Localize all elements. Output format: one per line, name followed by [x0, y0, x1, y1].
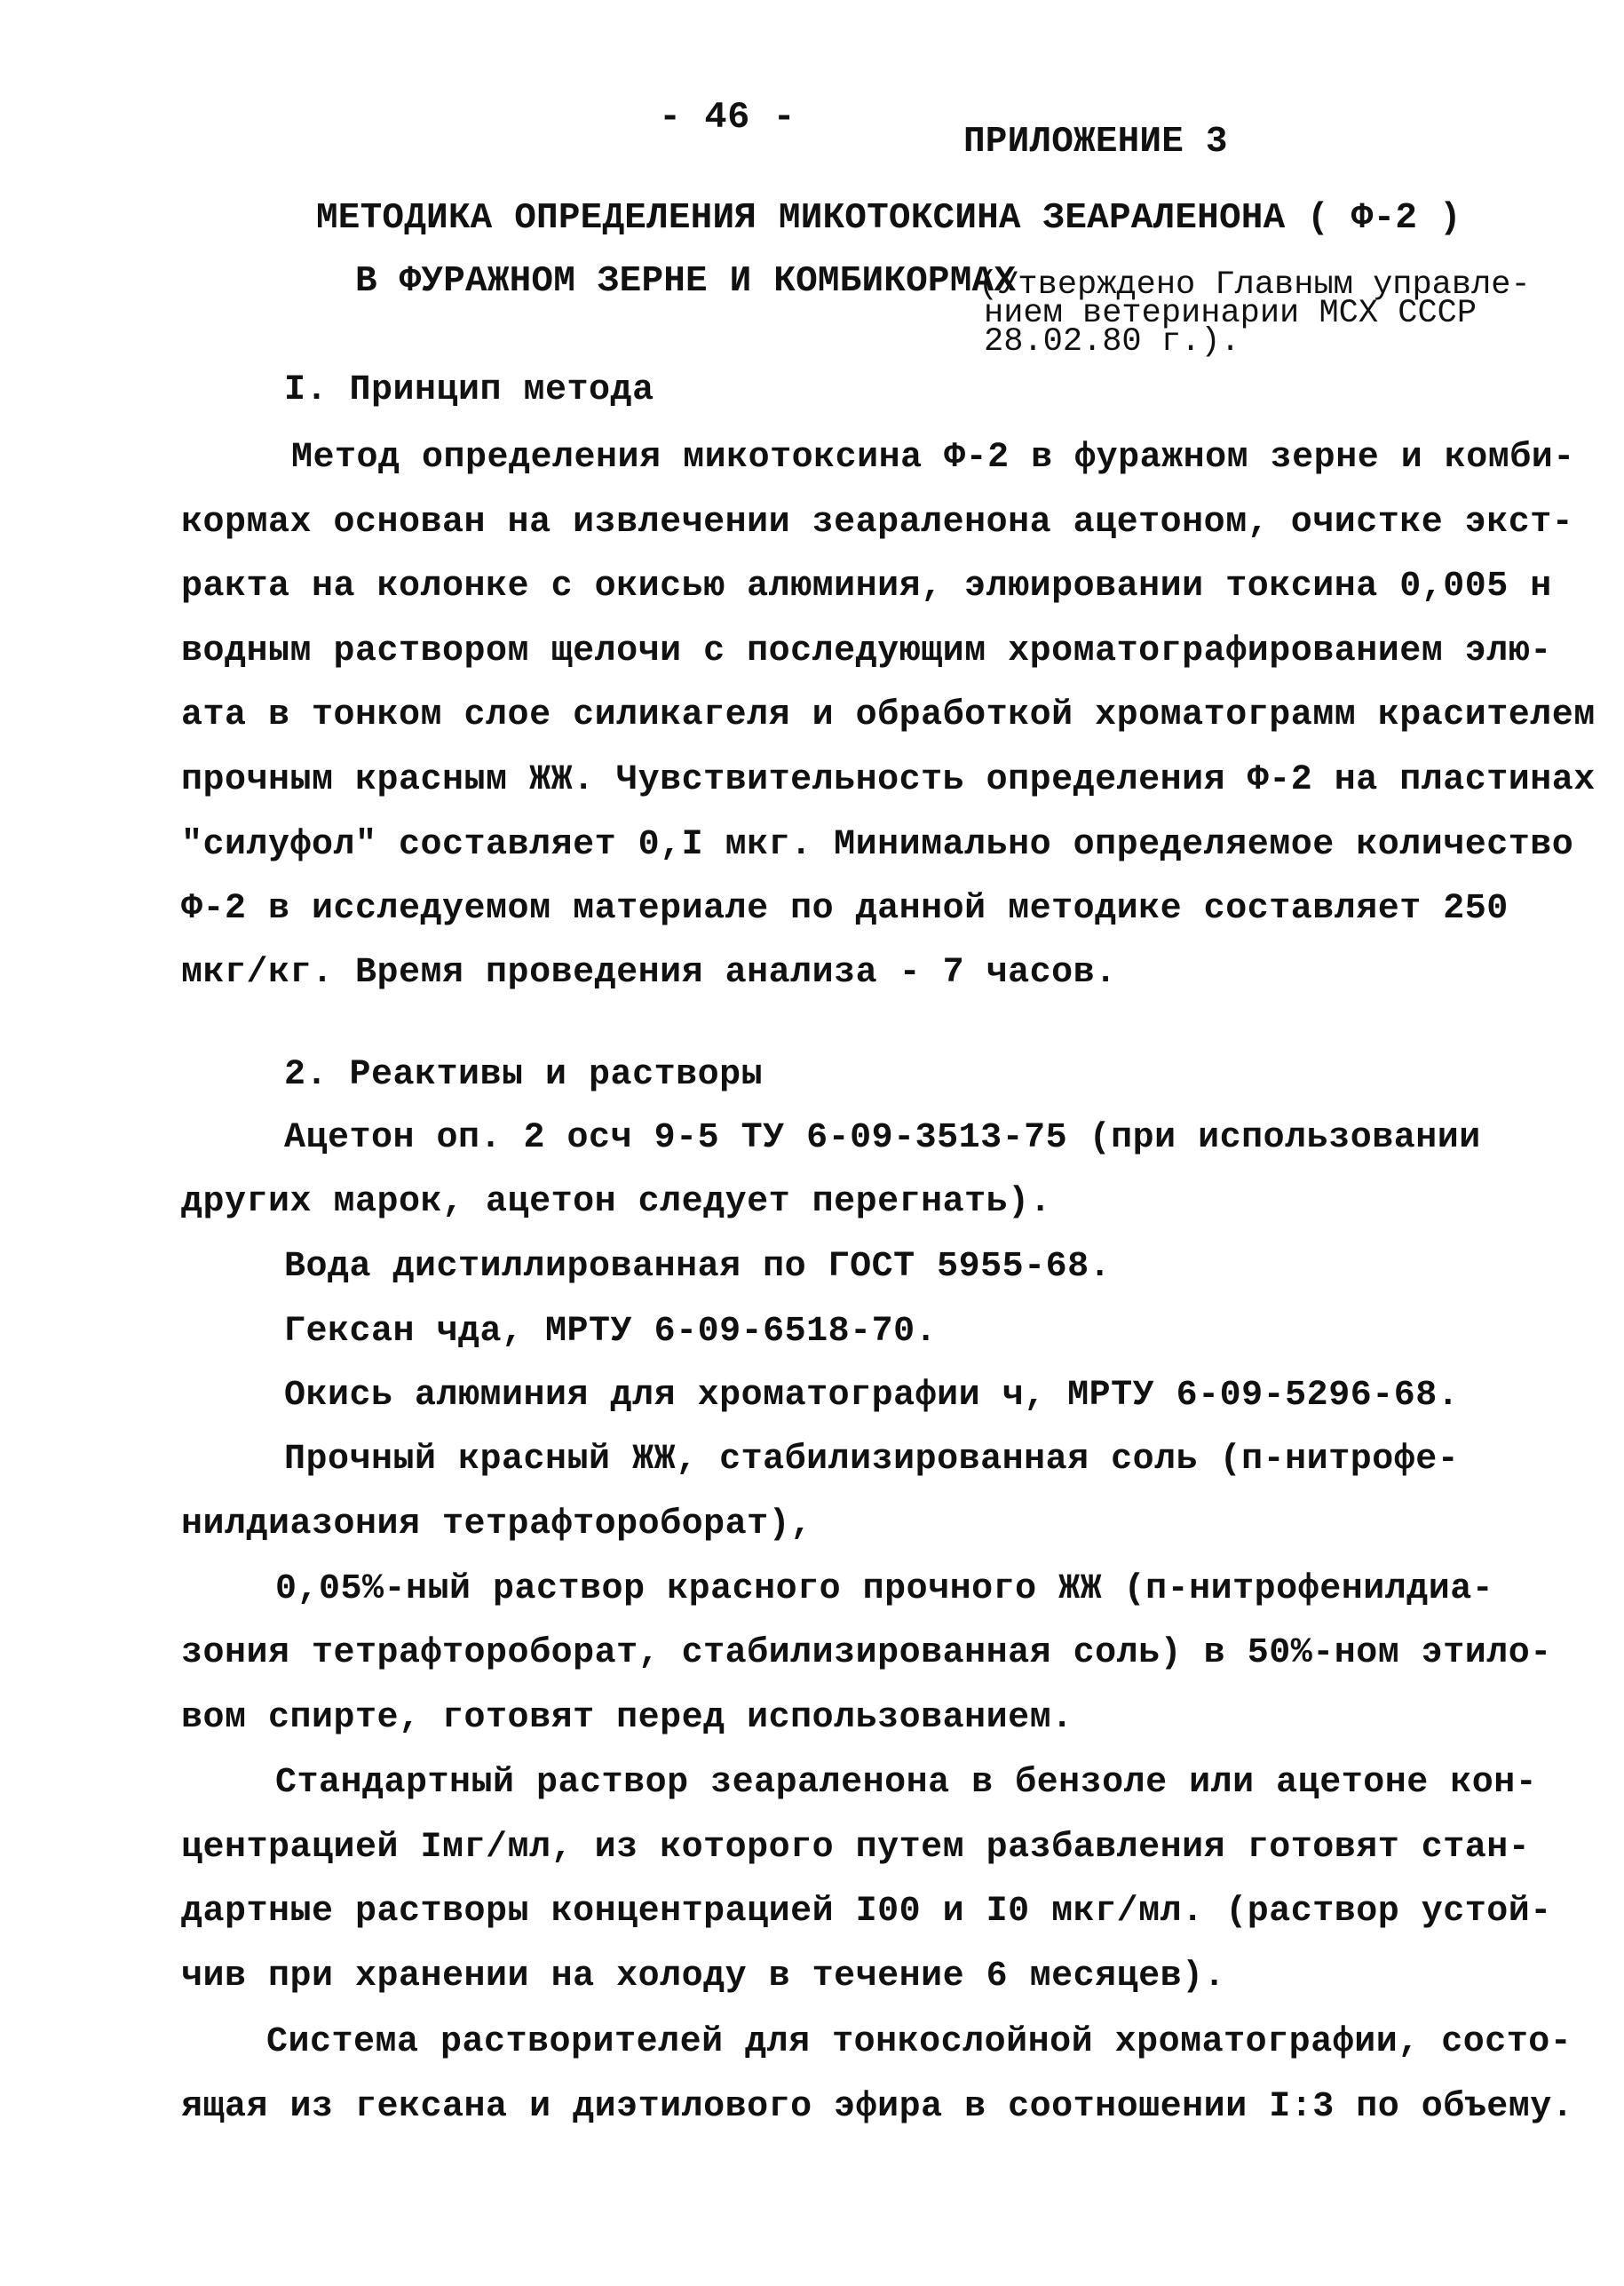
page-number: - 46 - [659, 96, 796, 139]
reagent-line: дартные растворы концентрацией I00 и I0 мкг/мл. (раствор устой- [181, 1892, 1552, 1932]
paragraph-line: Ф-2 в исследуемом материале по данной методике составляет 250 [181, 889, 1509, 929]
reagent-line: чив при хранении на холоду в течение 6 месяцев). [181, 1957, 1226, 1996]
reagent-line: нилдиазония тетрафтороборат), [181, 1504, 812, 1544]
reagent-line: Вода дистиллированная по ГОСТ 5955-68. [284, 1247, 1112, 1287]
paragraph-line: ракта на колонке с окисью алюминия, элюировании токсина 0,005 н [181, 567, 1552, 607]
paragraph-line: "силуфол" составляет 0,I мкг. Минимально определяемое количество [181, 825, 1574, 865]
reagent-line: Окись алюминия для хроматографии ч, МРТУ 6-09-5296-68. [284, 1376, 1460, 1416]
section-heading-reagents: 2. Реактивы и растворы [284, 1055, 764, 1095]
paragraph-line: кормах основан на извлечении зеараленона ацетоном, очистке экст- [181, 503, 1574, 543]
approval-note-line-2: нием ветеринарии МСХ СССР [984, 295, 1477, 332]
paragraph-line: прочным красным ЖЖ. Чувствительность определения Ф-2 на пластинах [181, 760, 1596, 800]
paragraph-line: мкг/кг. Время проведения анализа - 7 часов. [181, 953, 1117, 993]
reagent-line: Система растворителей для тонкослойной хроматографии, состо- [266, 2022, 1573, 2062]
reagent-line: ящая из гексана и диэтилового эфира в соотношении I:3 по объему. [181, 2087, 1574, 2127]
document-title-line-2: В ФУРАЖНОМ ЗЕРНЕ И КОМБИКОРМАХ [355, 261, 1017, 302]
reagent-line: центрацией Iмг/мл, из которого путем разбавления готовят стан- [181, 1828, 1531, 1868]
paragraph-line: Метод определения микотоксина Ф-2 в фуражном зерне и комби- [291, 438, 1575, 478]
reagent-line: зония тетрафтороборат, стабилизированная соль) в 50%-ном этило- [181, 1633, 1552, 1673]
reagent-line: вом спирте, готовят перед использованием. [181, 1698, 1073, 1738]
paragraph-line: водным раствором щелочи с последующим хроматографированием элю- [181, 631, 1552, 671]
approval-note-line-3: 28.02.80 г.). [984, 323, 1240, 361]
appendix-label: ПРИЛОЖЕНИЕ 3 [963, 122, 1228, 163]
document-title-line-1: МЕТОДИКА ОПРЕДЕЛЕНИЯ МИКОТОКСИНА ЗЕАРАЛЕНОНА ( Ф-2 ) [316, 198, 1462, 239]
reagent-line: 0,05%-ный раствор красного прочного ЖЖ (п-нитрофенилдиа- [275, 1569, 1494, 1609]
reagent-line: других марок, ацетон следует перегнать). [181, 1182, 1052, 1222]
reagent-line: Гексан чда, МРТУ 6-09-6518-70. [284, 1312, 938, 1352]
reagent-line: Ацетон оп. 2 осч 9-5 ТУ 6-09-3513-75 (при использовании [284, 1118, 1481, 1158]
paragraph-line: ата в тонком слое силикагеля и обработкой хроматограмм красителем [181, 695, 1596, 735]
reagent-line: Прочный красный ЖЖ, стабилизированная соль (п-нитрофе- [284, 1440, 1460, 1480]
reagent-line: Стандартный раствор зеараленона в бензоле или ацетоне кон- [275, 1763, 1538, 1803]
approval-note-line-1: (Утверждено Главным управле- [978, 266, 1531, 304]
section-heading-principle: I. Принцип метода [284, 370, 654, 410]
